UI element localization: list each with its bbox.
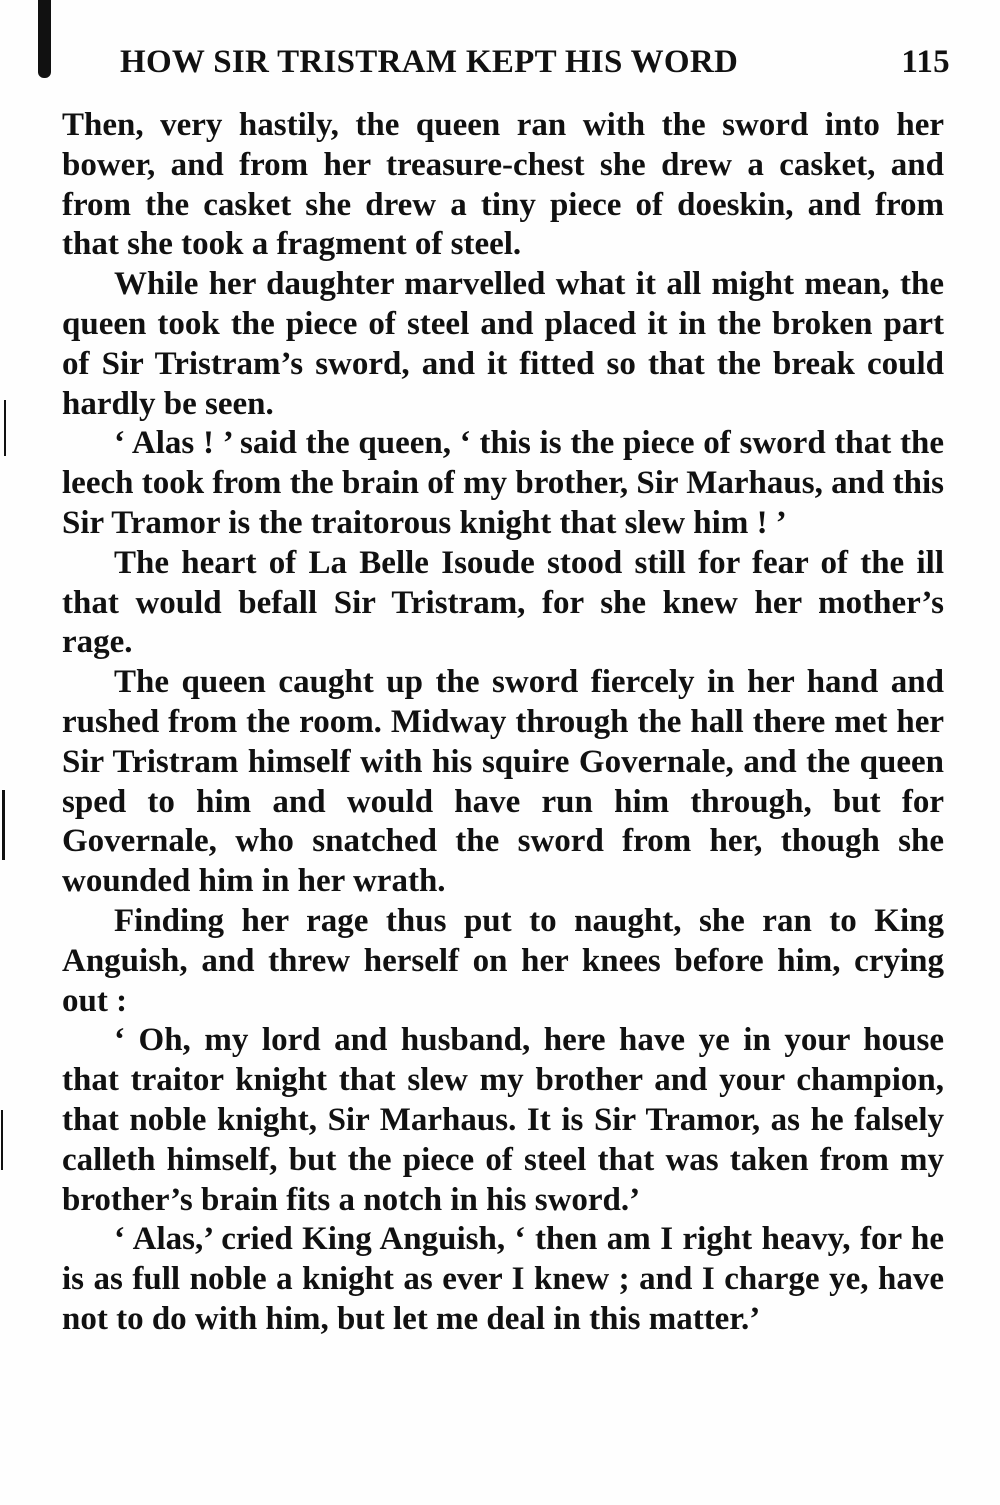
paragraph: The heart of La Belle Isoude stood still for fear of the ill that would befall Sir Tristram, for she knew her mother’s rage. [62,544,944,661]
paragraph: Finding her rage thus put to naught, she ran to King Anguish, and threw herself on her knees before him, crying out : [62,902,944,1019]
paragraph: While her daughter marvelled what it all might mean, the queen took the piece of steel and placed it in the broken part of Sir Tristram’s sword, and it fitted so that the break could hardly be seen. [62,266,944,422]
scan-edge-mark [4,400,6,456]
paragraph: ‘ Alas ! ’ said the queen, ‘ this is the piece of sword that the leech took from the brain of my brother, Sir Marhaus, and this Sir Tramor is the traitorous knight that slew him ! ’ [62,425,944,541]
paragraph: Then, very hastily, the queen ran with the sword into her bower, and from her treasure-chest she drew a casket, and from the casket she drew a tiny piece of doeskin, and from that she took a fragment of steel. [62,107,944,263]
running-header [120,44,950,88]
scan-edge-mark [1,1110,3,1170]
scan-edge-mark [2,790,5,860]
page-number: 115 [901,44,950,80]
paragraph: The queen caught up the sword fiercely in her hand and rushed from the room. Midway through the hall there met her Sir Tristram himself with his squire Governale, and the queen sped to him and would have run him through, but for Governale, who snatched the sword from her, though she wounded him in her wrath. [62,664,944,900]
paragraph: ‘ Oh, my lord and husband, here have ye in your house that traitor knight that slew my brother and your champion, that noble knight, Sir Marhaus. It is Sir Tramor, as he falsely calleth himself, but the piece of steel that was taken from my brother’s brain fits a notch in his sword.’ [62,1022,944,1218]
scan-binding-shadow [38,0,51,78]
paragraph: ‘ Alas,’ cried King Anguish, ‘ then am I right heavy, for he is as full noble a knight as ever I knew ; and I charge ye, have not to do with him, but let me deal in this matter.’ [62,1221,944,1337]
running-title: HOW SIR TRISTRAM KEPT HIS WORD [120,44,739,80]
body-text [62,106,944,1340]
